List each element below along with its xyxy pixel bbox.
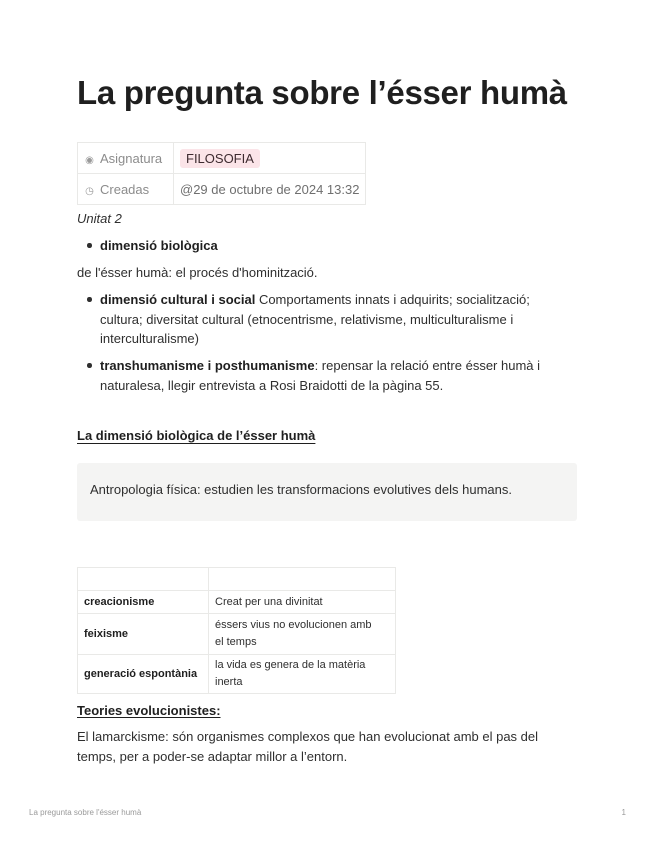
bullet-line xyxy=(100,290,570,310)
property-key xyxy=(78,143,174,174)
property-value[interactable] xyxy=(174,143,366,174)
table-cell-term: feixisme xyxy=(78,614,209,655)
properties-table xyxy=(77,142,366,205)
bullet-bold: dimensió biològica xyxy=(100,238,218,253)
footer-page-number: 1 xyxy=(621,808,626,817)
bullet-item-biological xyxy=(100,236,218,256)
bullet-item-cultural xyxy=(100,290,570,349)
property-key xyxy=(78,174,174,205)
table-header-cell xyxy=(78,568,209,591)
bullet-dot xyxy=(87,297,92,302)
table-row xyxy=(78,614,396,655)
property-row-asignatura xyxy=(78,143,366,174)
bullet-line: cultura; diversitat cultural (etnocentrisme, relativisme, multiculturalisme i xyxy=(100,311,514,327)
bullet-text: Comportaments innats i adquirits; socialització; xyxy=(255,292,530,307)
table-cell-description xyxy=(209,655,396,694)
property-label: Creadas xyxy=(100,181,150,197)
paragraph-line: El lamarckisme: són organismes complexos que han evolucionat amb el pas del xyxy=(77,729,539,744)
created-date[interactable]: @29 de octubre de 2024 13:32 xyxy=(174,174,366,205)
footer-title: La pregunta sobre l'ésser humà xyxy=(29,808,142,817)
cell-line: la vida es genera de la matèria xyxy=(215,659,366,671)
bullet-text: : repensar la relació entre ésser humà i xyxy=(314,358,541,373)
cell-line: Creat per una divinitat xyxy=(215,595,323,608)
page-title: La pregunta sobre l’ésser humà xyxy=(77,74,567,111)
unit-label: Unitat 2 xyxy=(77,211,122,226)
select-icon: ◉ xyxy=(85,154,94,166)
callout-text: Antropologia física: estudien les transformacions evolutives dels humans. xyxy=(90,482,512,497)
bullet-line: interculturalisme) xyxy=(100,331,199,346)
property-label: Asignatura xyxy=(100,150,163,166)
paragraph-lamarckism xyxy=(77,727,577,766)
theories-table xyxy=(77,567,396,694)
table-row xyxy=(78,591,396,614)
section-heading: La dimensió biològica de l’ésser humà xyxy=(77,428,316,443)
paragraph-line: temps, per a poder-se adaptar millor a l’entorn. xyxy=(77,748,348,764)
table-row xyxy=(78,655,396,694)
cell-line: el temps xyxy=(215,636,257,648)
cell-line: inerta xyxy=(215,676,243,688)
bullet-dot xyxy=(87,243,92,248)
table-header-cell xyxy=(209,568,396,591)
table-cell-description xyxy=(209,614,396,655)
cell-line: éssers vius no evolucionen amb xyxy=(215,619,372,631)
bullet-item-transhumanism xyxy=(100,356,570,395)
table-cell-description xyxy=(209,591,396,614)
table-cell-term: generació espontània xyxy=(78,655,209,694)
bullet-bold: dimensió cultural i social xyxy=(100,292,256,307)
callout-block xyxy=(77,463,577,521)
subject-tag[interactable]: FILOSOFIA xyxy=(180,149,260,168)
bullet-line: naturalesa, llegir entrevista a Rosi Braidotti de la pàgina 55. xyxy=(100,377,444,393)
bullet-line xyxy=(100,356,570,376)
evolution-heading: Teories evolucionistes: xyxy=(77,703,221,718)
bullet-bold: transhumanisme i posthumanisme xyxy=(100,358,315,373)
paragraph-hominization: de l'ésser humà: el procés d'hominització. xyxy=(77,265,318,280)
clock-icon: ◷ xyxy=(85,185,94,197)
table-cell-term: creacionisme xyxy=(78,591,209,614)
table-header-row xyxy=(78,568,396,591)
bullet-dot xyxy=(87,363,92,368)
property-row-creadas xyxy=(78,174,366,205)
